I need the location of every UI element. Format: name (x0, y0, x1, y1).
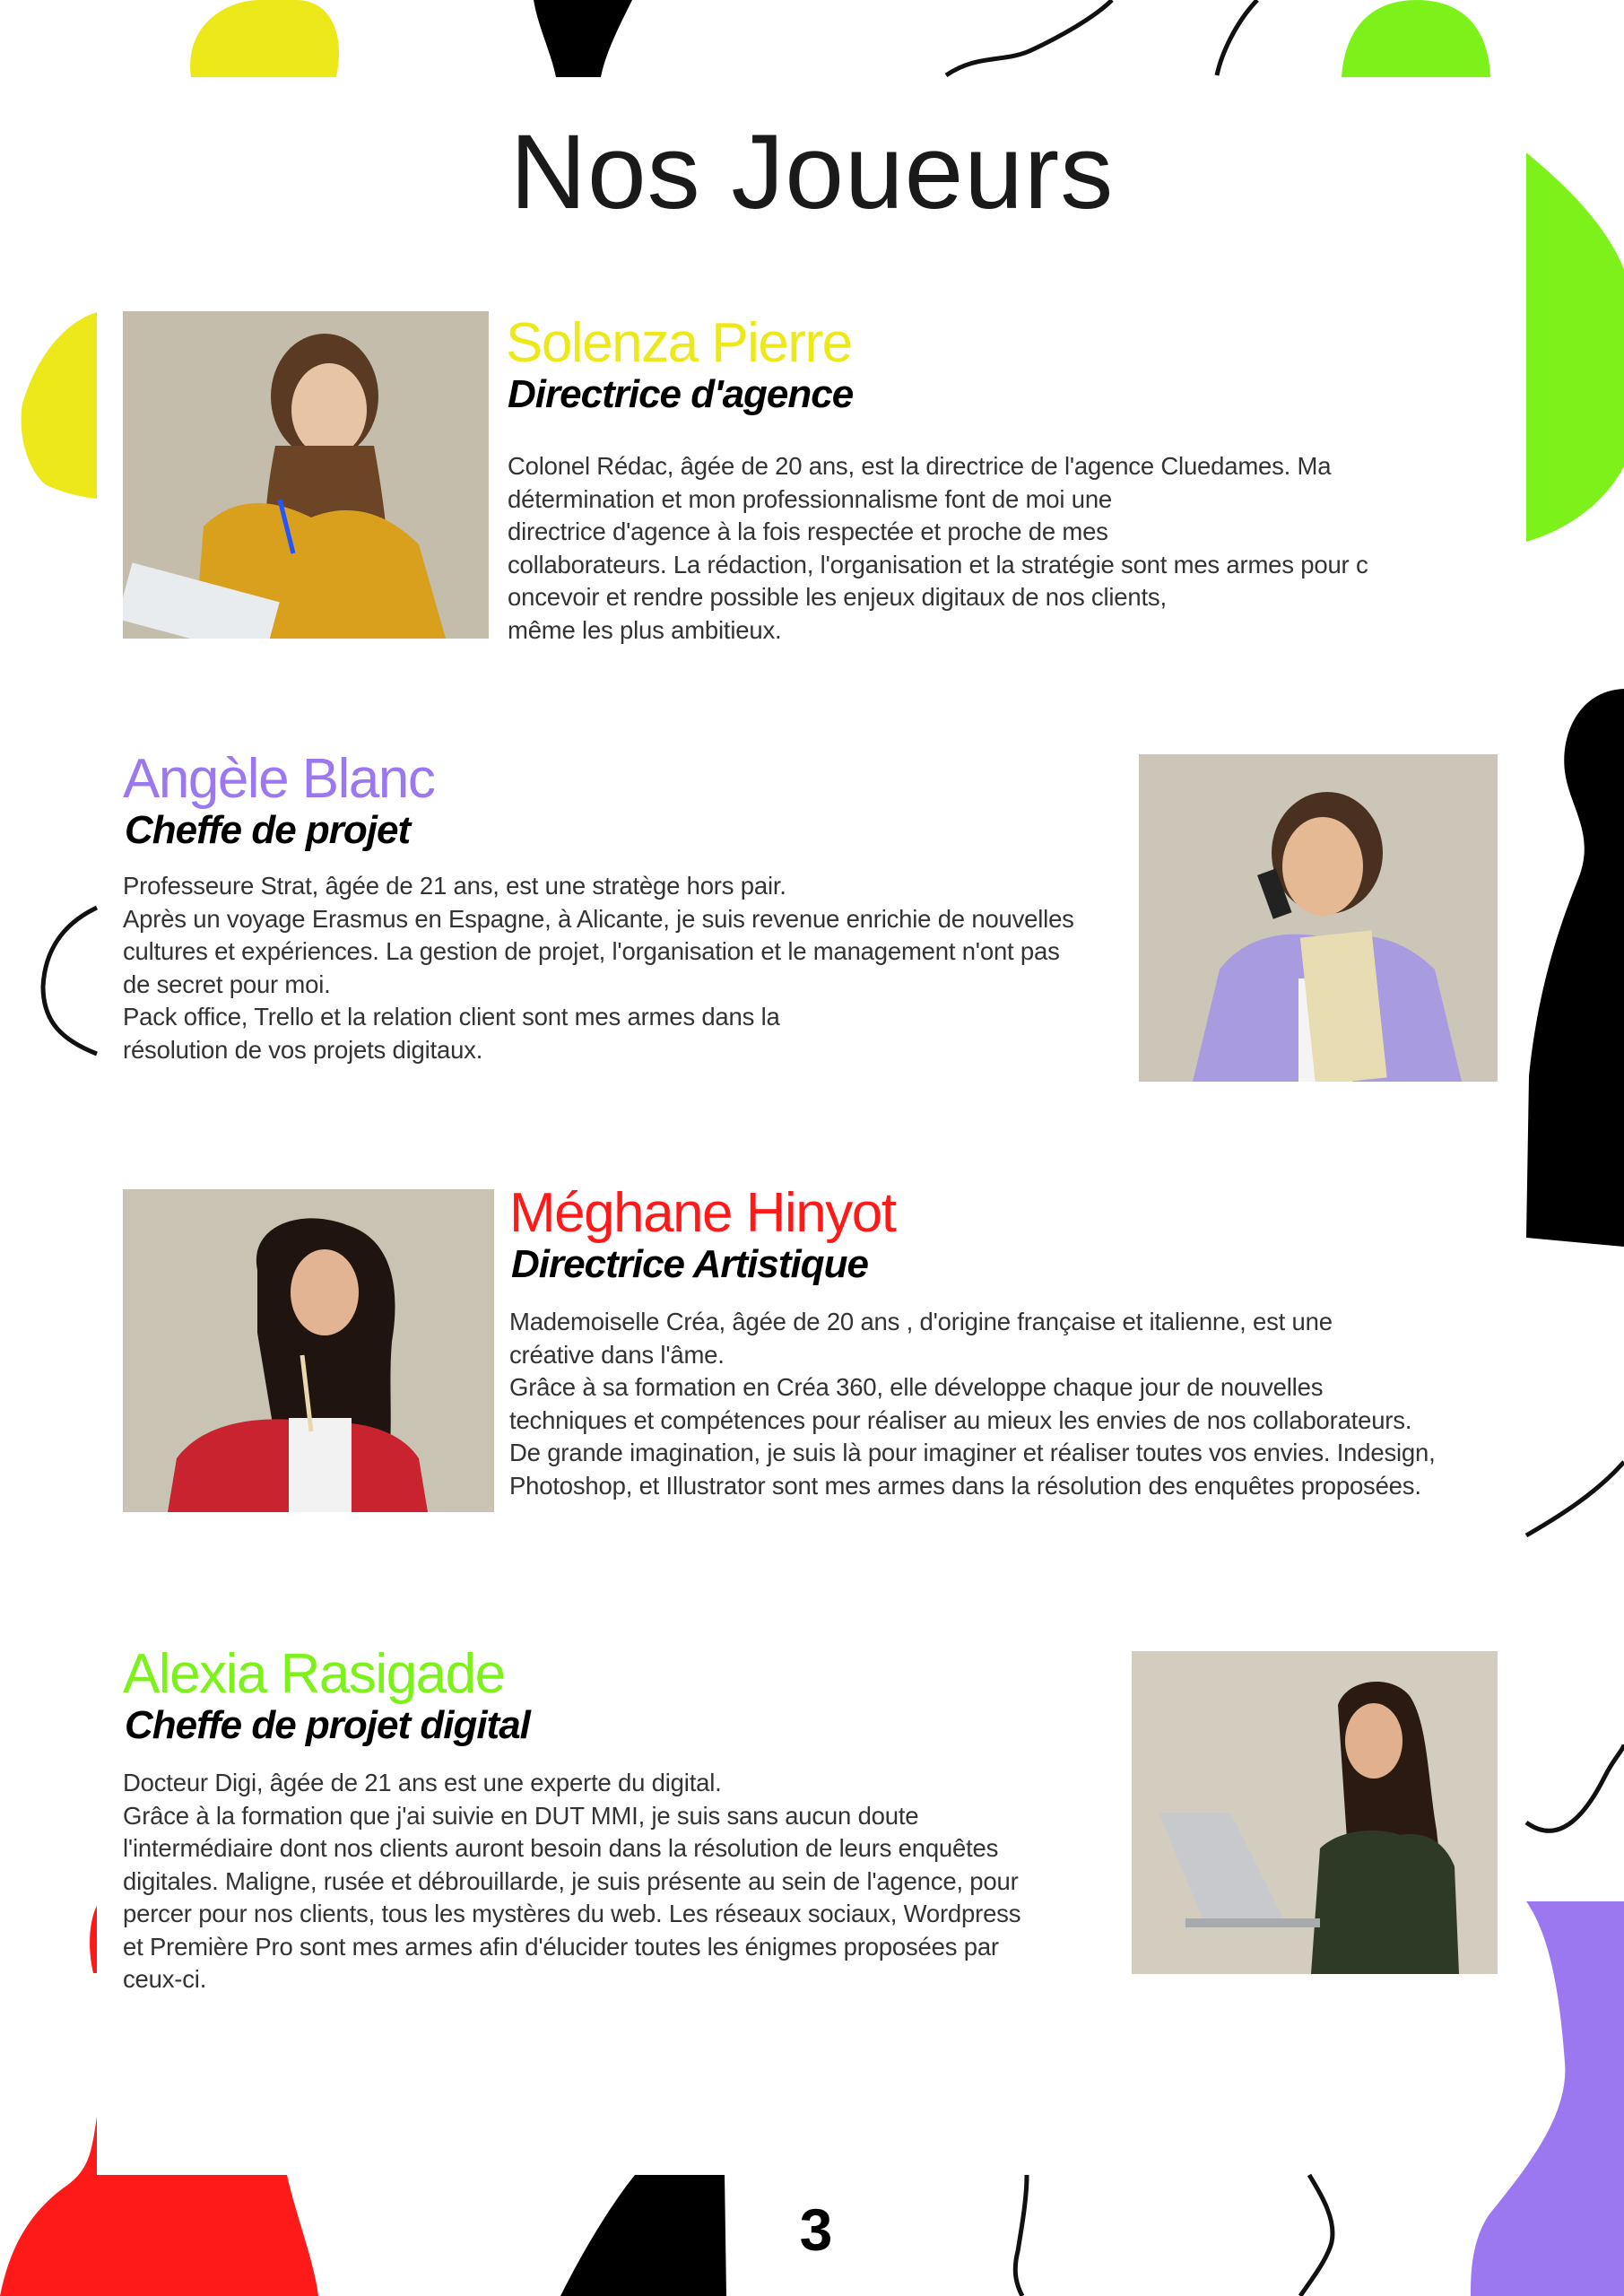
player-role: Directrice Artistique (511, 1242, 868, 1286)
player-role: Directrice d'agence (508, 372, 854, 416)
player-bio: Colonel Rédac, âgée de 20 ans, est la directrice de l'agence Cluedames. Ma détermination et mon professionnalisme font de moi une directrice d'agence à la fois respectée et proche de mes collaborateurs. La rédaction, l'organisation et la stratégie sont mes armes pour c oncevoir et rendre possible les enjeux digitaux de nos clients, même les plus ambitieux. (508, 452, 1368, 644)
player-bio: Professeure Strat, âgée de 21 ans, est une stratège hors pair. Après un voyage Erasmus en Espagne, à Alicante, je suis revenue enrichie de nouvelles cultures et expériences. La gestion de projet, l'organisation et le management n'ont pas de secret pour moi. Pack office, Trello et la relation client sont mes armes dans la résolution de vos projets digitaux. (123, 872, 1074, 1064)
player-photo-solenza (123, 311, 489, 639)
player-photo-angele (1139, 754, 1498, 1082)
player-photo-alexia (1132, 1651, 1498, 1974)
player-name: Méghane Hinyot (509, 1182, 896, 1244)
player-bio: Mademoiselle Créa, âgée de 20 ans , d'origine française et italienne, est une créative dans l'âme. Grâce à sa formation en Créa 360, elle développe chaque jour de nouvelles techniques et compétences pour réaliser au mieux les envies de nos collaborateurs. De grande imagination, je suis là pour imaginer et réaliser toutes vos envies. Indesign, Photoshop, et Illustrator sont mes armes dans la résolution des enquêtes proposées. (509, 1308, 1436, 1500)
player-name: Angèle Blanc (123, 748, 435, 810)
page-title: Nos Joueurs (509, 113, 1115, 231)
player-name: Alexia Rasigade (123, 1643, 505, 1705)
player-photo-meghane (123, 1189, 494, 1512)
page-number: 3 (799, 2196, 833, 2263)
player-name: Solenza Pierre (506, 312, 852, 374)
player-role: Cheffe de projet (125, 808, 411, 852)
player-role: Cheffe de projet digital (125, 1703, 530, 1747)
player-bio: Docteur Digi, âgée de 21 ans est une experte du digital. Grâce à la formation que j'ai suivie en DUT MMI, je suis sans aucun doute l'intermédiaire dont nos clients auront besoin dans la résolution de leurs enquêtes digitales. Maligne, rusée et débrouillarde, je suis présente au sein de l'agence, pour percer pour nos clients, tous les mystères du web. Les réseaux sociaux, Wordpress et Première Pro sont mes armes afin d'élucider toutes les énigmes proposées par ceux-ci. (123, 1769, 1021, 1993)
